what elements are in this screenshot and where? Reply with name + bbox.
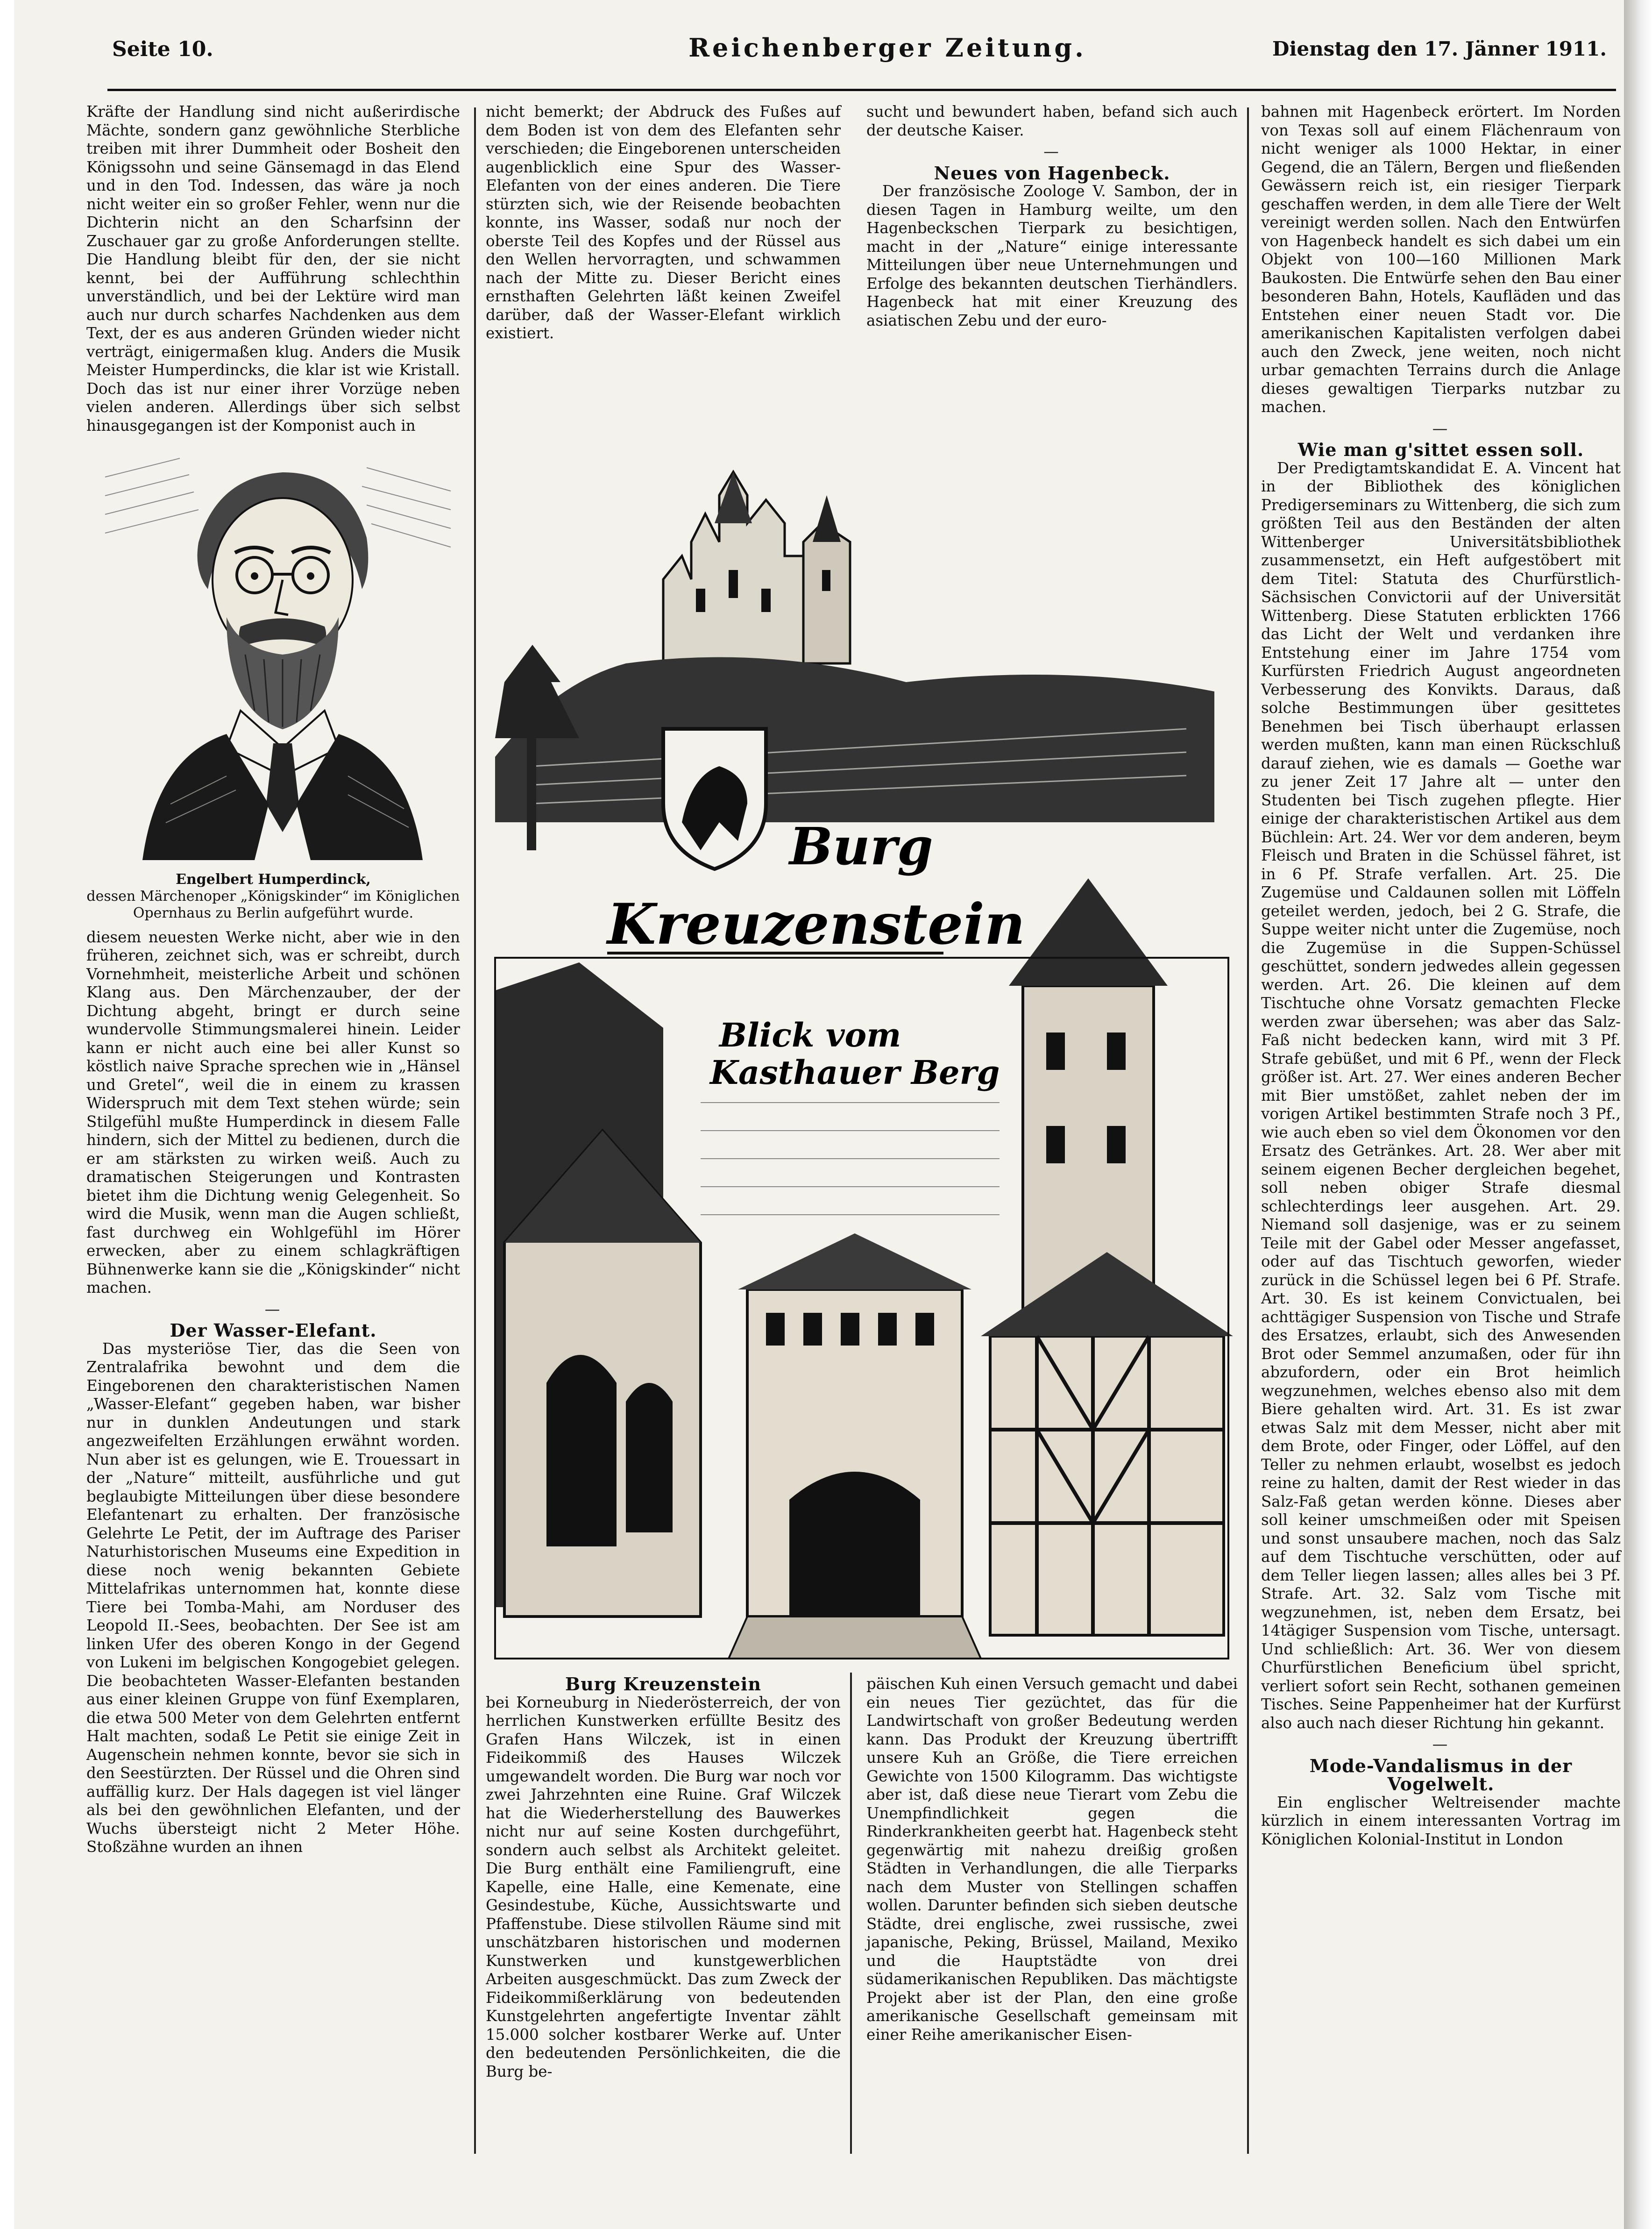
gesittet-essen-article: Der Predigtamtskandidat E. A. Vincent hat in der Bibliothek des königlichen Predigerseminars zu Wittenberg, die sich zum größten Teil aus den Beständen der alten Wittenberger Universitätsbibliothek zusammensetzt, ein Heft aufgestöbert mit dem Titel: Statuta des Churfürstlich-Sächsischen Convictorii auf der Universität Wittenberg. Diese Statuten erblickten 1766 das Licht der Welt und verdanken ihre Entstehung einer im Jahre 1754 vom Kurfürsten Friedrich August angeordneten Verbesserung des Konvikts. Daraus, daß solche Bestimmungen über gesittetes Benehmen bei Tisch überhaupt erlassen werden mußten, kann man einen Rückschluß darauf ziehen, wie es damals — Goethe war zu jener Zeit 17 Jahre alt — unter den Studenten bei Tisch zugehen pflegte. Hier einige der charakteristischen Artikel aus dem Büchlein: Art. 24. Wer vor dem anderen, beym Fleisch und Braten in die Schüssel fähret, ist in 6 Pf. Strafe verfallen. Art. 25. Die Zugemüse und Caldaunen sollen mit Löffeln geteilet werden, jedoch, bei 2 G. Strafe, die Suppe weiter nicht unter die Zugemüse, noch die Zugemüse in die Suppen-Schüssel geschüttet, sondern jedwedes allein gegessen werden. Art. 26. Die kleinen auf dem Tischtuche ohne Vorsatz gemachten Flecke werden zwar übersehen; was aber das Salz-Faß nicht bedecken kann, wird mit 3 Pf. Strafe gebüßet, und mit 6 Pf., wenn der Fleck größer ist. Art. 27. Wer eines anderen Becher mit Bier umstößet, zahlet neben der im vorigen Artikel bestimmten Strafe noch 3 Pf., wie auch eben so viel dem Ökonomen vor den Ersatz des Getränkes. Art. 28. Wer aber mit seinem eigenen Becher dergleichen begehet, soll neben obiger Strafe diesmal schlechterdings leer ausgehen. Art. 29. Niemand soll dasjenige, was er zu seinem Teile mit der Gabel oder Messer angefasset, oder auf das Tischtuch geworfen, wieder zurück in die Schüssel legen bei 6 Pf. Strafe. Art. 30. Es ist keinem Convictualen, bei achttägiger Suspension von Tische und Strafe des Ersatzes, erlaubt, sich des Anwesenden Brot oder Semmel anzumaßen, oder für ihn abzufordern, oder ein Brot heimlich wegzunehmen, welches ebenso also mit dem Biere gehalten wird. Art. 31. Es ist zwar etwas Salz mit dem Messer, nicht aber mit dem Brote, oder Finger, oder Löffel, auf den Teller zu nehmen erlaubt, woselbst es jedoch reine zu halten, damit der Rest wieder in das Salz-Faß getan werden könne. Dieses aber soll keiner umschmeißen oder mit Speisen und sonst unsaubere machen, noch das Salz auf dem Tischtuche verschütten, oder auf dem Teller liegen lassen; alles alles bei 3 Pf. Strafe. Art. 32. Salz vom Tische mit wegzunehmen, ist, neben dem Ersatz, bei 14tägiger Suspension vom Tische, untersagt. Und schließlich: Art. 36. Wer von diesem Churfürstlichen Beneficium übel spricht, verliert sofort sein Recht, sothanen gemeinen Tisches. Seine Pappenheimer hat der Kurfürst also auch nach dieser Richtung hin gekannt. — [1261, 459, 1621, 1732]
burg-kreuzenstein-article: bei Korneuburg in Niederösterreich, der von herrlichen Kunstwerken erfüllte Besitz des Grafen Hans Wilczek, ist in einen Fideikommiß des Hauses Wilczek umgewandelt worden. Die Burg war noch vor zwei Jahrzehnten eine Ruine. Graf Wilczek hat die Wiederherstellung des Bauwerkes nicht nur auf seine Kosten durchgeführt, sondern auch selbst als Architekt geleitet. Die Burg enthält eine Familiengruft, eine Kapelle, eine Halle, eine Kemenate, eine Gesindestube, Küche, Aussichtswarte und Pfaffenstube. Diese stilvollen Räume sind mit unschätzbaren historischen und modernen Kunstwerken und kunstgewerblichen Arbeiten ausgeschmückt. Das zum Zweck der Fideikommißerklärung von bedeutenden Kunstgelehrten angefertigte Inventar zählt 15.000 solcher kostbarer Werke auf. Unter den bedeutenden Persönlichkeiten, die die Burg be- — [486, 1693, 841, 2080]
wasser-elefant-article-continued: nicht bemerkt; der Abdruck des Fußes auf dem Boden ist von dem des Elefanten sehr verschieden; die Eingeborenen unterscheiden augenblicklich eine Spur des Wasser-Elefanten von der eines anderen. Die Tiere stürzten sich, wie der Reisende beobachten konnte, ins Wasser, sodaß nur noch der oberste Teil des Kopfes und der Rüssel aus den Wellen hervorragten, und schwammen nach der Mitte zu. Dieser Bericht eines ernsthaften Gelehrten läßt keinen Zweifel darüber, daß der Wasser-Elefant wirklich existiert. — [486, 103, 841, 342]
humperdinck-portrait — [86, 449, 460, 865]
mode-vandalismus-article: Ein englischer Weltreisender machte kürzlich in einem interessanten Vortrag im Königlichen Kolonial-Institut in London — [1261, 1793, 1621, 1848]
hagenbeck-article-continued: päischen Kuh einen Versuch gemacht und dabei ein neues Tier gezüchtet, das für die Landwirtschaft von großer Bedeutung werden kann. Das Produkt der Kreuzung übertrifft unsere Kuh an Größe, die Tiere erreichen Gewichte von 1500 Kilogramm. Das wichtigste aber ist, daß diese neue Tierart vom Zebu die Unempfindlichkeit gegen die Rinderkrankheiten geerbt hat. Hagenbeck steht gegenwärtig mit nahezu dreißig großen Städten in Verhandlungen, die alle Tierparks nach dem Muster von Stellingen schaffen wollen. Darunter befinden sich sieben deutsche Städte, drei englische, zwei russische, zwei japanische, Peking, Brüssel, Mailand, Mexiko und die Hauptstädte von drei südamerikanischen Republiken. Das mächtigste Projekt aber ist der Plan, den eine große amerikanische Gesellschaft gemeinsam mit einer Reihe amerikanischer Eisen- — [866, 1675, 1238, 2044]
burg-kreuzenstein-illustration — [486, 402, 1238, 1663]
issue-date: Dienstag den 17. Jänner 1911. — [1272, 37, 1607, 60]
column-3-bottom — [866, 1675, 1238, 2044]
portrait-caption-text: dessen Märchenoper „Königskinder“ im Königlichen Opernhaus zu Berlin aufgeführt wurde. — [86, 888, 460, 921]
humperdinck-article-top: Kräfte der Handlung sind nicht außerirdische Mächte, sondern ganz gewöhnliche Sterbliche treiben mit ihrer Dummheit oder Bosheit den Königssohn und seine Gänsemagd in das Elend und in den Tod. Indessen, das wäre ja noch nicht weiter ein so großer Fehler, wenn nur die Dichterin nicht an den Scharfsinn der Zuschauer gar zu große Anforderungen stellte. Die Handlung bleibt für den, der sie nicht kennt, bei der Aufführung schlechthin unverständlich, und bei der Lektüre wird man auch nur durch scharfes Nachdenken aus dem Text, der es aus anderen Gründen wieder nicht verträgt, einigermaßen klug. Anders die Musik Meister Humperdincks, die klar ist wie Kristall. Doch das ist nur einer ihrer Vorzüge neben vielen anderen. Allerdings über sich selbst hinausgegangen ist der Komponist auch in — [86, 103, 460, 434]
column-rule-3 — [1247, 107, 1249, 2154]
hagenbeck-article: Der französische Zoologe V. Sambon, der in diesen Tagen in Hamburg weilte, um den Hagenbeckschen Tierpark zu besichtigen, macht in der „Nature“ einige interessante Mitteilungen über neue Unternehmungen und Erfolge des bekannten deutschen Tierhändlers. Hagenbeck hat mit einer Kreuzung des asiatischen Zebu und der euro- — [866, 182, 1238, 329]
masthead: Reichenberger Zeitung. — [688, 33, 1086, 63]
page-number: Seite 10. — [112, 37, 213, 61]
column-rule-1 — [474, 107, 476, 2154]
column-2-bottom — [486, 1675, 841, 2081]
section-divider: — — [1043, 142, 1061, 160]
hagenbeck-heading: Neues von Hagenbeck. — [934, 162, 1170, 184]
section-divider: — — [1432, 419, 1450, 437]
illustration-subtitle-line2: Kasthauer Berg — [710, 1053, 1000, 1092]
wasser-elefant-heading: Der Wasser-Elefant. — [170, 1320, 377, 1341]
gesittet-essen-heading: Wie man g'sittet essen soll. — [1297, 439, 1584, 460]
section-divider: — — [1432, 1735, 1450, 1753]
wasser-elefant-article: Das mysteriöse Tier, das die Seen von Zentralafrika bewohnt und dem die Eingeborenen den charakteristischen Namen „Wasser-Elefant“ gegeben haben, war bisher nur in dunklen Andeutungen und stark angezweifelten Erzählungen erwähnt worden. Nun aber ist es gelungen, wie E. Trouessart in der „Nature“ mitteilt, ausführliche und gut beglaubigte Mitteilungen über diese besondere Elefantenart zu erhalten. Der französische Gelehrte Le Petit, der im Auftrage des Pariser Naturhistorischen Museums eine Expedition in diese noch wenig bekannten Gebiete Mittelafrikas unternommen hat, konnte diese Tiere bei Tomba-Mahi, am Norduser des Leopold II.-Sees, beobachten. Der See ist am linken Ufer des oberen Kongo in der Gegend von Lukeni im belgischen Kongogebiet gelegen. Die beobachteten Wasser-Elefanten bestanden aus einer kleinen Gruppe von fünf Exemplaren, die etwa 500 Meter von dem Gelehrten entfernt Halt machten, sodaß Le Petit sie einige Zeit in Augenschein nehmen konnte, bevor sie sich in den Seestürzten. Der Rüssel und die Ohren sind auffällig kurz. Der Hals dagegen ist viel länger als bei den gewöhnlichen Elefanten, und der Wuchs übersteigt nicht 2 Meter Höhe. Stoßzähne wurden an ihnen — [86, 1339, 460, 1856]
column-rule-2 — [850, 1673, 852, 2154]
column-4 — [1261, 103, 1621, 1849]
portrait-image — [86, 449, 460, 860]
page-header — [28, 33, 1625, 89]
humperdinck-article-continued: diesem neuesten Werke nicht, aber wie in den früheren, zeichnet sich, was er schreibt, durch Vornehmheit, meisterliche Arbeit und schönen Klang aus. Den Märchenzauber, der der Dichtung abgeht, bringt er durch seine wundervolle Stimmungsmalerei hinein. Leider kann er nicht auch eine bei aller Kunst so köstlich naive Sprache sprechen wie in „Hänsel und Gretel“, weil die in einem zu krassen Widerspruch mit dem Text stehen würde; sein Stilgefühl mußte Humperdinck in diesem Falle hindern, sich der Mittel zu bedienen, durch die er am stärksten zu wirken weiß. Auch zu dramatischen Steigerungen und Kontrasten bietet ihm die Dichtung wenig Gelegenheit. So wird die Musik, wenn man die Augen schließt, fast durchweg ein Wohlgefühl im Hörer erwecken, aber zu einem schlagkräftigen Bühnenwerke kann sie die „Königskinder“ nicht machen. — [86, 928, 460, 1296]
illustration-title-line2: Kreuzenstein — [607, 891, 1026, 957]
scan-margin-left — [0, 0, 14, 2229]
column-1 — [86, 103, 460, 1857]
burg-article-end: sucht und bewundert haben, befand sich auch der deutsche Kaiser. — [866, 103, 1238, 139]
column-3-top — [866, 103, 1238, 330]
illustration-subtitle-line1: Blick vom — [719, 1016, 901, 1054]
castle-drawing — [486, 402, 1238, 1663]
mode-vandalismus-heading: Mode-Vandalismus in der Vogelwelt. — [1309, 1755, 1573, 1795]
portrait-caption-name: Engelbert Humperdinck, — [176, 871, 371, 888]
scan-margin-right — [1624, 0, 1652, 2229]
burg-kreuzenstein-heading: Burg Kreuzenstein — [565, 1674, 761, 1695]
hagenbeck-article-end: bahnen mit Hagenbeck erörtert. Im Norden von Texas soll auf einem Flächenraum von nicht weniger als 1000 Hektar, in einer Gegend, die an Tälern, Bergen und fließenden Gewässern reich ist, ein riesiger Tierpark geschaffen werden, in dem alle Tiere der Welt vereinigt werden sollen. Nach den Entwürfen von Hagenbeck handelt es sich dabei um ein Objekt von 100—160 Millionen Mark Baukosten. Die Entwürfe sehen den Bau einer besonderen Bahn, Hotels, Kaufläden und das Entstehen einer neuen Stadt vor. Die amerikanischen Kapitalisten verfolgen dabei auch den Zweck, jene weiten, noch nicht urbar gemachten Terrains durch die Anlage dieses gewaltigen Tierparks nutzbar zu machen. — [1261, 103, 1621, 416]
illustration-title-line1: Burg — [789, 816, 933, 876]
section-divider: — — [264, 1300, 282, 1318]
column-2-top — [486, 103, 841, 343]
header-rule — [107, 89, 1616, 91]
